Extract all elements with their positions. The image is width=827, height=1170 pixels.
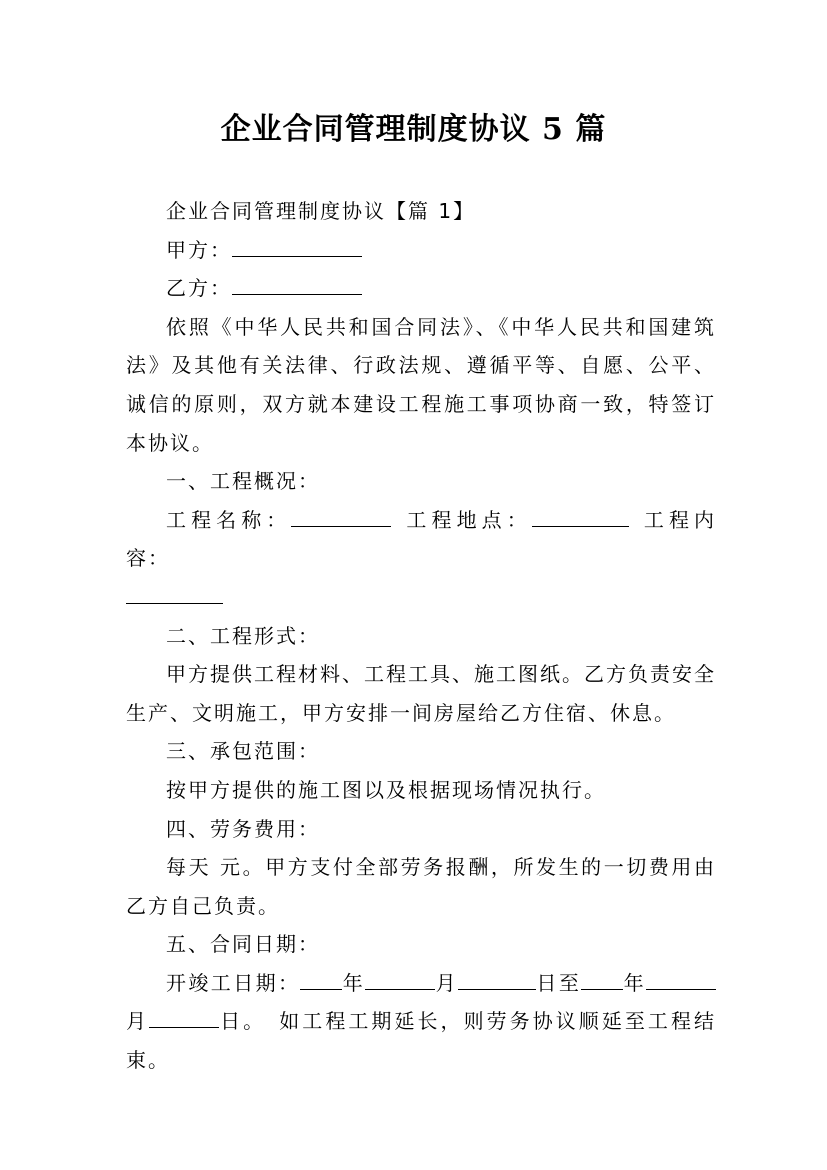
s5-tail-text: 如工程工期延长，则劳务协议顺延至工程结束。 [126, 1009, 717, 1073]
start-month-unit: 月 [435, 970, 459, 995]
end-day-blank [149, 1005, 219, 1028]
end-month-blank [646, 967, 716, 990]
s5-start-label: 开竣工日期： [166, 970, 301, 995]
end-day-unit: 日。 [219, 1009, 267, 1034]
start-year-blank [300, 967, 342, 990]
s2-heading: 二、工程形式： [166, 623, 320, 648]
party-a-line [126, 231, 716, 270]
s1-location-blank [532, 504, 629, 527]
start-month-blank [365, 967, 435, 990]
s1-fields-line [126, 501, 716, 578]
s4-heading: 四、劳务费用： [166, 816, 320, 841]
s3-text: 按甲方提供的施工图以及根据现场情况执行。 [166, 777, 606, 802]
s1-name-blank [291, 504, 391, 527]
s1-heading: 一、工程概况： [166, 469, 320, 494]
s3-heading: 三、承包范围： [166, 739, 320, 764]
section-heading: 企业合同管理制度协议【篇 1】 [166, 199, 476, 223]
s1-location-label: 工程地点： [403, 507, 532, 532]
end-year-blank [581, 967, 623, 990]
party-b-label: 乙方： [166, 276, 232, 301]
s1-content-blank-line [126, 578, 716, 617]
start-day-to: 日至 [536, 970, 582, 995]
end-year-unit: 年 [623, 970, 647, 995]
s5-heading: 五、合同日期： [166, 932, 320, 957]
party-a-label: 甲方： [166, 237, 232, 262]
party-b-blank [232, 272, 362, 295]
start-day-blank [458, 967, 536, 990]
s5-date-paragraph [126, 964, 716, 1080]
end-month-unit: 月 [126, 1009, 150, 1034]
s1-content-label: 工程内容： [126, 507, 717, 571]
s1-content-blank [126, 581, 223, 604]
document-body [126, 192, 716, 1080]
party-b-line [126, 269, 716, 308]
intro-paragraph: 依照《中华人民共和国合同法》、《中华人民共和国建筑法》及其他有关法律、行政法规、遵循平等、自愿、公平、诚信的原则，双方就本建设工程施工事项协商一致，特签订本协议。 [126, 314, 716, 455]
start-year-unit: 年 [342, 970, 366, 995]
s4-text: 每天 元。甲方支付全部劳务报酬，所发生的一切费用由乙方自己负责。 [126, 855, 716, 918]
s2-text: 甲方提供工程材料、工程工具、施工图纸。乙方负责安全生产、文明施工，甲方安排一间房屋给乙方住宿、休息。 [126, 662, 716, 725]
s1-name-label: 工程名称： [166, 507, 292, 532]
document-title: 企业合同管理制度协议 5 篇 [220, 112, 607, 147]
party-a-blank [232, 234, 362, 257]
